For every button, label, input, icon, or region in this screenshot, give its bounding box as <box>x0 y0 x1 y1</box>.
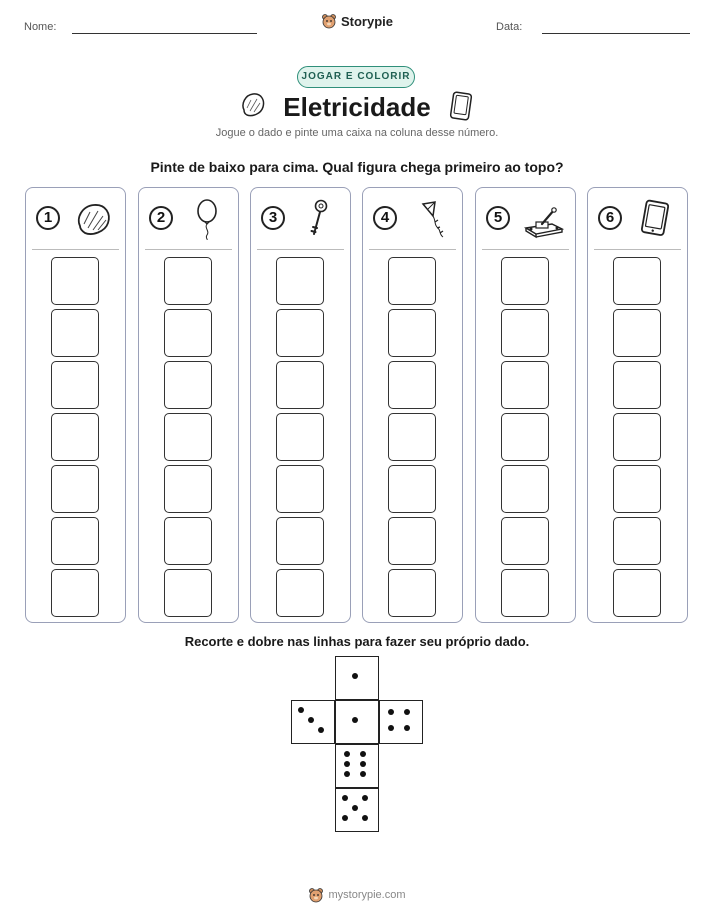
color-box[interactable] <box>51 413 99 461</box>
pip <box>360 751 366 757</box>
key-icon <box>297 198 341 240</box>
cut-instruction: Recorte e dobre nas linhas para fazer seu próprio dado. <box>184 634 530 649</box>
color-box[interactable] <box>501 361 549 409</box>
color-box[interactable] <box>388 309 436 357</box>
pip <box>344 761 350 767</box>
pip <box>342 815 348 821</box>
column-number: 6 <box>598 206 622 230</box>
color-box[interactable] <box>388 569 436 617</box>
pip <box>308 717 314 723</box>
bear-mascot-icon <box>321 13 337 29</box>
column-number: 1 <box>36 206 60 230</box>
pip <box>404 709 410 715</box>
color-box[interactable] <box>51 517 99 565</box>
color-box[interactable] <box>501 517 549 565</box>
pip <box>352 673 358 679</box>
color-box[interactable] <box>276 361 324 409</box>
pip <box>360 771 366 777</box>
color-box[interactable] <box>613 361 661 409</box>
rock-icon <box>72 198 116 240</box>
color-box[interactable] <box>388 517 436 565</box>
balloon-icon <box>185 198 229 240</box>
pip <box>362 795 368 801</box>
instruction: Pinte de baixo para cima. Qual figura chega primeiro ao topo? <box>150 159 564 175</box>
die-face-center[interactable] <box>335 700 379 744</box>
color-box[interactable] <box>51 569 99 617</box>
color-box[interactable] <box>164 257 212 305</box>
color-box[interactable] <box>164 413 212 461</box>
color-box[interactable] <box>51 361 99 409</box>
pip <box>352 717 358 723</box>
date-label: Data: <box>496 21 523 33</box>
pip <box>298 707 304 713</box>
color-box[interactable] <box>388 361 436 409</box>
color-box[interactable] <box>501 309 549 357</box>
pip <box>342 795 348 801</box>
color-box[interactable] <box>613 413 661 461</box>
footer-link[interactable]: mystorypie.com <box>328 889 406 901</box>
color-box[interactable] <box>613 257 661 305</box>
die-face-left[interactable] <box>291 700 335 744</box>
die-face-lower[interactable] <box>335 744 379 788</box>
color-box[interactable] <box>276 465 324 513</box>
pip <box>344 751 350 757</box>
color-box[interactable] <box>613 465 661 513</box>
name-label: Nome: <box>24 21 57 33</box>
color-box[interactable] <box>276 413 324 461</box>
color-box[interactable] <box>613 309 661 357</box>
color-box[interactable] <box>501 257 549 305</box>
color-box[interactable] <box>613 517 661 565</box>
subtitle: Jogue o dado e pinte uma caixa na coluna desse número. <box>215 127 499 139</box>
color-box[interactable] <box>164 517 212 565</box>
color-box[interactable] <box>164 361 212 409</box>
kite-icon <box>409 198 453 240</box>
pip <box>362 815 368 821</box>
pip <box>360 761 366 767</box>
brand-name: Storypie <box>340 13 393 29</box>
pip <box>352 805 358 811</box>
tablet-icon <box>634 198 678 240</box>
column-divider <box>32 249 119 250</box>
column-2 <box>138 187 239 623</box>
column-3 <box>250 187 351 623</box>
column-divider <box>369 249 456 250</box>
column-number: 3 <box>261 206 285 230</box>
color-box[interactable] <box>51 309 99 357</box>
switch-icon <box>522 198 566 240</box>
pip <box>388 709 394 715</box>
color-box[interactable] <box>501 465 549 513</box>
die-face-top[interactable] <box>335 656 379 700</box>
column-divider <box>594 249 681 250</box>
color-box[interactable] <box>388 413 436 461</box>
color-box[interactable] <box>501 569 549 617</box>
bear-mascot-icon <box>308 887 324 903</box>
column-number: 5 <box>486 206 510 230</box>
color-box[interactable] <box>276 257 324 305</box>
color-box[interactable] <box>164 309 212 357</box>
column-1 <box>25 187 126 623</box>
column-6 <box>587 187 688 623</box>
name-line[interactable] <box>72 33 257 34</box>
color-box[interactable] <box>276 309 324 357</box>
brand-logo <box>0 13 714 29</box>
color-box[interactable] <box>276 569 324 617</box>
color-box[interactable] <box>613 569 661 617</box>
date-line[interactable] <box>542 33 690 34</box>
color-box[interactable] <box>51 257 99 305</box>
color-box[interactable] <box>501 413 549 461</box>
column-number: 2 <box>149 206 173 230</box>
column-divider <box>257 249 344 250</box>
pip <box>388 725 394 731</box>
color-box[interactable] <box>388 465 436 513</box>
page-title: Eletricidade <box>283 92 431 122</box>
pip <box>318 727 324 733</box>
column-divider <box>145 249 232 250</box>
die-face-bottom[interactable] <box>335 788 379 832</box>
pip <box>404 725 410 731</box>
tablet-icon <box>448 91 474 121</box>
column-4 <box>362 187 463 623</box>
footer <box>0 887 714 903</box>
column-5 <box>475 187 576 623</box>
column-number: 4 <box>373 206 397 230</box>
color-box[interactable] <box>388 257 436 305</box>
color-box[interactable] <box>276 517 324 565</box>
column-divider <box>482 249 569 250</box>
die-face-right[interactable] <box>379 700 423 744</box>
color-box[interactable] <box>164 569 212 617</box>
pip <box>344 771 350 777</box>
color-box[interactable] <box>164 465 212 513</box>
color-box[interactable] <box>51 465 99 513</box>
activity-badge: JOGAR E COLORIR <box>297 66 415 88</box>
